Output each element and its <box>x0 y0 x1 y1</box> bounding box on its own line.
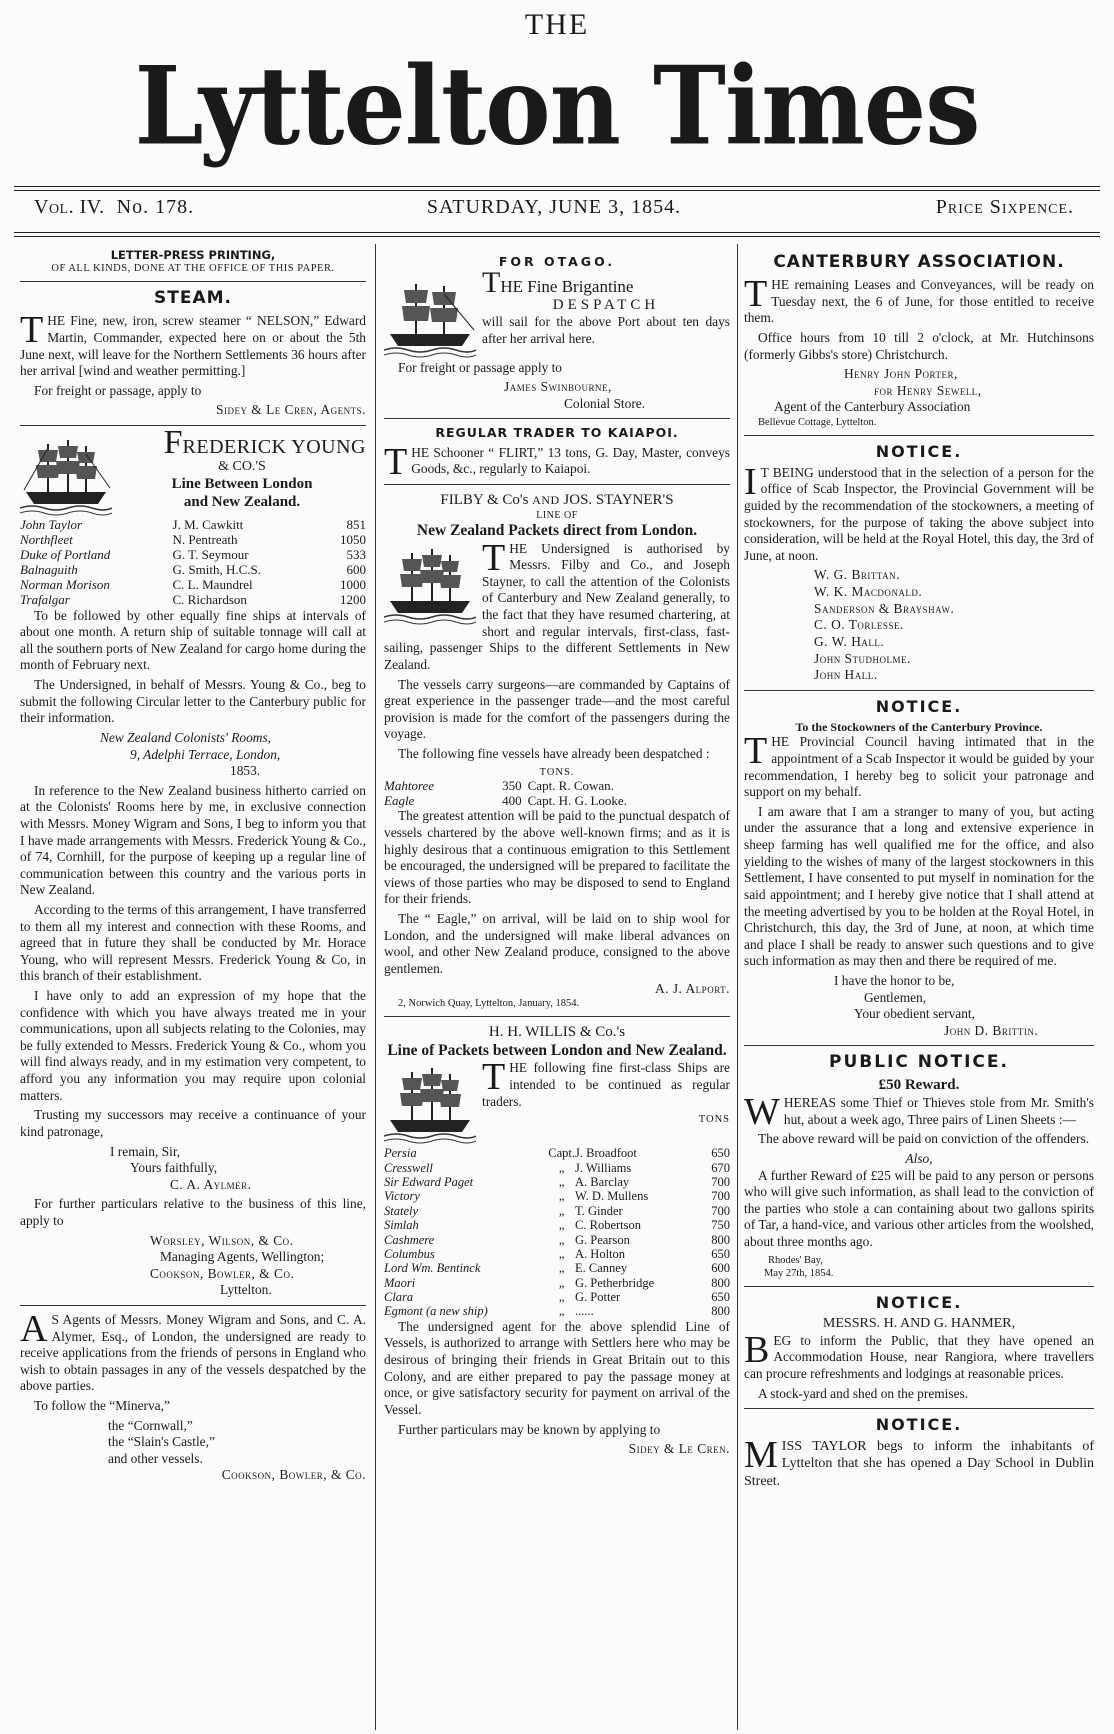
taylor-body: ISS TAYLOR begs to inform the inhabitants of Lyttelton that she has opened a Day School in Dublin Street. <box>744 1439 1094 1489</box>
ship-icon <box>384 543 476 625</box>
hanmer-body: EG to inform the Public, that they have opened an Accommodation House, near Rangiora, where travellers can procure refreshments and lodgings at reasonable prices. <box>744 1332 1094 1381</box>
table-row: Egmont (a new ship) „ ...... 800 <box>384 1304 730 1319</box>
table-row: Cresswell „ J. Williams 670 <box>384 1160 730 1175</box>
notice-heading: NOTICE. <box>875 696 963 716</box>
young-p7: For further particulars relative to the business of this line, apply to <box>20 1196 366 1228</box>
notice-meeting <box>744 442 1094 684</box>
young-p6: Trusting my successors may receive a continuance of your kind patronage, <box>20 1107 366 1139</box>
willis-p2: The undersigned agent for the above splendid Line of Vessels, is authorized to arrange with Settlers here who may be desirous of bringing their friends in Great Britain out to this Colony, and are either prepared to pay the passage money at once, or give satisfactory security for payment on arrival of the Vessel. <box>384 1318 730 1417</box>
drop-cap: A <box>20 1308 48 1350</box>
ship-illustration <box>384 1062 476 1144</box>
masthead-title: Lyttelton Times <box>134 43 980 170</box>
issue-number: No. 178. <box>116 196 195 218</box>
steam-body: HE Fine, new, iron, screw steamer “ NELSON,” Edward Martin, Commander, expected here on or about the 5th June next, will leave for the Northern Settlements 36 hours after her arrival [wind and weather permitting.] <box>20 313 366 379</box>
signatory: C. O. Torlesse. <box>814 617 904 633</box>
willis-title: Line of Packets between London and New Zealand. <box>387 1041 727 1059</box>
filby-p3: The following fine vessels have already been despatched : <box>398 745 710 761</box>
separator <box>20 281 366 282</box>
table-row: Persia Capt. J. Broadfoot 650 <box>384 1146 730 1161</box>
drop-cap: I <box>744 460 757 503</box>
young-p5: I have only to add an expression of my hope that the confidence with which you have always treated me in your communications, upon all subjects relating to the Colonies, may be fully extended to Messrs. Frederick Young & Co., whom you will find always ready, and in my estimation very competent, to afford you any information you may require upon colonial matters. <box>20 988 366 1103</box>
drop-cap: T <box>20 309 44 352</box>
steam-apply: For freight or passage, apply to <box>34 382 202 398</box>
table-row: Duke of Portland G. T. Seymour 533 <box>20 546 366 562</box>
table-row: Balnaguith G. Smith, H.C.S. 600 <box>20 561 366 577</box>
drop-cap: T <box>482 1056 506 1099</box>
separator <box>744 1286 1094 1287</box>
young-line-title1: Line Between London <box>171 476 313 493</box>
wigram-vessel-3: and other vessels. <box>108 1450 203 1466</box>
signatory: G. W. Hall. <box>814 633 885 649</box>
ship-icon <box>384 1062 476 1144</box>
table-row: Cashmere „ G. Pearson 800 <box>384 1232 730 1247</box>
drop-cap: T <box>482 536 506 579</box>
signatory: John Hall. <box>814 667 878 683</box>
filby-vessel-table <box>384 779 730 809</box>
ship-icon <box>20 434 112 516</box>
association-sig-3: Agent of the Canterbury Association <box>774 399 971 415</box>
young-address-2: 9, Adelphi Terrace, London, <box>130 746 281 762</box>
willis-body: HE following fine first-class Ships are intended to be continued as regular traders. <box>482 1060 730 1109</box>
otago-apply: For freight or passage apply to <box>398 359 562 375</box>
association-p2: Office hours from 10 till 2 o'clock, at Mr. Hutchinsons (formerly Gibbs's store) Christchurch. <box>744 329 1094 362</box>
notice2-closing-2: Gentlemen, <box>864 989 927 1005</box>
public-notice-heading: PUBLIC NOTICE. <box>829 1052 1009 1073</box>
signatory: W. G. Brittan. <box>814 567 901 583</box>
notice2-closing-1: I have the honor to be, <box>834 972 955 988</box>
wigram-follow: To follow the “Minerva,” <box>34 1398 170 1414</box>
separator <box>384 418 730 419</box>
signatory: Sanderson & Brayshaw. <box>814 600 955 616</box>
drop-cap: W <box>744 1091 780 1134</box>
young-address-3: 1853. <box>230 763 261 779</box>
wigram-advert <box>20 1308 366 1484</box>
filby-advert <box>384 491 730 1010</box>
separator <box>384 484 730 485</box>
drop-cap: T <box>482 265 501 299</box>
association-sig-2: for Henry Sewell, <box>874 382 982 398</box>
public-date: May 27th, 1854. <box>764 1267 834 1279</box>
wigram-body: S Agents of Messrs. Money Wigram and Sons, and C. A. Alymer, Esq., of London, the undersigned are ready to receive applications from the friends of persons in England who wish to obtain passages in any of the vessels despatched by the above parties. <box>20 1312 366 1394</box>
association-footer: Bellevue Cottage, Lyttelton. <box>758 416 877 428</box>
notice-heading: NOTICE. <box>875 1292 963 1312</box>
drop-cap: T <box>744 730 768 773</box>
hanmer-notice <box>744 1293 1094 1403</box>
table-row: Clara „ G. Potter 650 <box>384 1290 730 1305</box>
drop-cap: M <box>744 1434 778 1477</box>
issue-date: SATURDAY, JUNE 3, 1854. <box>426 196 682 218</box>
table-row: Maori „ G. Petherbridge 800 <box>384 1275 730 1290</box>
masthead-the: THE <box>524 8 590 41</box>
table-row: Stately „ T. Ginder 700 <box>384 1203 730 1218</box>
notice-heading: NOTICE. <box>875 441 963 461</box>
public-p2: The above reward will be paid on conviction of the offenders. <box>758 1131 1090 1147</box>
otago-line1: THE Fine Brigantine <box>482 265 634 299</box>
drop-cap: F <box>163 424 183 461</box>
separator <box>20 425 366 426</box>
ship-illustration <box>384 543 476 625</box>
table-row: Sir Edward Paget „ A. Barclay 700 <box>384 1175 730 1190</box>
willis-ship-table <box>384 1146 730 1319</box>
signatory: John Studholme. <box>814 650 911 666</box>
young-ship-table <box>20 518 366 608</box>
hanmer-firm: MESSRS. H. AND G. HANMER, <box>822 1316 1016 1332</box>
filby-body: HE Undersigned is authorised by Messrs. Filby and Co., and Joseph Stayner, to call the attention of the Colonists of Canterbury and New Zealand generally, to the fact that they have resumed chartering, at short and regular intervals, first-class, fast-sailing, passenger Ships to the different Settlements in New Zealand. <box>384 540 730 672</box>
rule-bottom <box>14 232 1100 233</box>
public-notice-reward: £50 Reward. <box>878 1077 960 1094</box>
hanmer-p2: A stock-yard and shed on the premises. <box>758 1385 969 1401</box>
separator <box>20 1305 366 1306</box>
table-row: Columbus „ A. Holton 650 <box>384 1246 730 1261</box>
separator <box>384 1016 730 1017</box>
table-row: Trafalgar C. Richardson 1200 <box>20 591 366 607</box>
young-address-1: New Zealand Colonists' Rooms, <box>100 729 272 745</box>
association-body: HE remaining Leases and Conveyances, will be ready on Tuesday next, the 6 of June, for those entitled to receive them. <box>744 277 1094 326</box>
table-row: Eagle 400 Capt. H. G. Looke. <box>384 792 627 808</box>
young-agent-3: Cookson, Bowler, & Co. <box>150 1265 295 1281</box>
wigram-vessel-1: the “Cornwall,” <box>108 1417 193 1433</box>
young-closing-1: I remain, Sir, <box>110 1143 181 1159</box>
filby-tons-label: TONS. <box>539 766 575 778</box>
table-row: Simlah „ C. Robertson 750 <box>384 1218 730 1233</box>
kaiapoi-body: HE Schooner “ FLIRT,” 13 tons, G. Day, Master, conveys Goods, &c., regularly to Kaiapoi. <box>411 444 730 477</box>
notice-stockowners <box>744 697 1094 1040</box>
otago-heading: FOR OTAGO. <box>498 254 616 269</box>
public-p3: A further Reward of £25 will be paid to any person or persons who will give such information, as shall lead to the conviction of the parties who stole a can containing about two gallons spirits of Tar, a hand-vice, and various other articles from the woolshed, about three months ago. <box>744 1167 1094 1249</box>
public-also: Also, <box>905 1150 933 1166</box>
public-notice <box>744 1052 1094 1279</box>
otago-signature-2: Colonial Store. <box>564 395 646 411</box>
filby-signature: A. J. Alport. <box>654 980 730 996</box>
young-advert <box>20 424 366 1299</box>
otago-vessel: DESPATCH <box>552 296 660 313</box>
young-firm-line1: REDERICK YOUNG <box>182 436 366 458</box>
separator <box>744 690 1094 691</box>
separator <box>744 435 1094 436</box>
filby-p4: The greatest attention will be paid to the punctual despatch of vessels chartered by the above well-known firms; and as it is highly desirous that a continuous emigration to this Settlement be encouraged, the undersigned will be prepared to facilitate the views of those parties who may be disposed to send to England for their friends. <box>384 808 730 907</box>
kaiapoi-advert <box>384 425 730 483</box>
separator <box>744 1045 1094 1046</box>
young-line-title2: and New Zealand. <box>183 494 301 511</box>
column-3 <box>744 248 1094 1728</box>
notice2-closing-3: Your obedient servant, <box>854 1006 975 1022</box>
willis-advert <box>384 1023 730 1458</box>
rule-top-2 <box>14 190 1100 191</box>
drop-cap: T <box>744 273 768 316</box>
filby-p2: The vessels carry surgeons—are commanded by Captains of great experience in the passenger trade—and the most careful provision is made for the comfort of the passengers during the voyage. <box>384 676 730 742</box>
separator <box>744 1408 1094 1409</box>
filby-p5: The “ Eagle,” on arrival, will be laid on to ship wool for London, and the undersigned will make liberal advances on wool, and other New Zealand produce, consigned to the above gentlemen. <box>384 911 730 976</box>
willis-signature: Sidey & Le Cren. <box>628 1441 730 1457</box>
young-p4: According to the terms of this arrangement, I have transferred to them all my interest and connection with these Rooms, and agreed that in future they shall be conducted by Mr. Horace Young, who will represent Messrs. Frederick Young & Co, in this branch of their establishment. <box>20 901 366 984</box>
notice2-p2: I am aware that I am a stranger to many of you, but acting under the assurance that a long and extensive experience in sheep farming has well qualified me for the office, and also yielding to the wishes of many of the largest stockowners in this Settlement, I have consented to put myself in nomination for the said appointment; and I hereby give notice that I shall attend at the meeting advertised by you to be holden at the Royal Hotel, in Christchurch, this day, the 3rd of June, at noon, at which time and place I shall be ready to answer such questions and to give such information as may then and there be required of me. <box>744 803 1094 969</box>
printing-heading: LETTER-PRESS PRINTING, <box>110 248 276 262</box>
wigram-signature: Cookson, Bowler, & Co. <box>221 1467 366 1483</box>
column-divider-2 <box>737 244 738 1730</box>
filby-line-of: LINE OF <box>536 509 578 521</box>
young-closing-3: C. A. Aylmer. <box>170 1176 252 1192</box>
table-row: Mahtoree 350 Capt. R. Cowan. <box>384 777 614 793</box>
notice2-sub: To the Stockowners of the Canterbury Province. <box>795 719 1043 734</box>
young-p1: To be followed by other equally fine ships at intervals of about one month. A return ship of suitable tonnage will call at all the southern ports of New Zealand for cargo home during the month of February next. <box>20 607 366 673</box>
young-agent-1: Worsley, Wilson, & Co. <box>150 1232 294 1248</box>
kaiapoi-heading: REGULAR TRADER TO KAIAPOI. <box>435 425 679 441</box>
table-row: Northfleet N. Pentreath 1050 <box>20 531 366 547</box>
association-advert <box>744 252 1094 429</box>
filby-title: New Zealand Packets direct from London. <box>416 522 698 540</box>
steam-signature: Sidey & Le Cren, Agents. <box>216 402 366 418</box>
otago-advert <box>384 254 730 412</box>
drop-cap: B <box>744 1328 770 1371</box>
ship-icon <box>384 276 476 358</box>
steam-heading: STEAM. <box>154 288 232 309</box>
young-p2: The Undersigned, in behalf of Messrs. Young & Co., beg to submit the following Circular letter to the Canterbury public for their information. <box>20 677 366 726</box>
notice2-signature: John D. Brittin. <box>944 1022 1039 1038</box>
young-agent-2: Managing Agents, Wellington; <box>160 1249 325 1265</box>
table-row: Norman Morison C. L. Maundrel 1000 <box>20 576 366 592</box>
column-1 <box>20 248 366 1728</box>
notice2-body: HE Provincial Council having intimated that in the appointment of a Scab Inspector it would be guided by your recommendation, I hereby beg to solicit your patronage and support on my behalf. <box>744 734 1094 800</box>
notice-heading: NOTICE. <box>875 1415 963 1435</box>
dateline <box>34 196 1074 226</box>
young-closing-2: Yours faithfully, <box>130 1160 218 1176</box>
taylor-notice <box>744 1415 1094 1490</box>
drop-cap: T <box>384 440 408 483</box>
column-2 <box>384 248 730 1728</box>
young-p3: In reference to the New Zealand business hitherto carried on at the Colonists' Rooms here by me, in exclusive connection with Messrs. Money Wigram and Sons, I beg to inform you that I have made arrangements with Messrs. Frederick Young & Co., of 74, Cornhill, for the purpose of keeping up a regular line of communication between this country and the various ports in New Zealand. <box>20 782 366 898</box>
public-body: HEREAS some Thief or Thieves stole from Mr. Smith's hut, about a week ago, Three pairs of Linen Sheets :— <box>783 1095 1094 1127</box>
willis-p3: Further particulars may be known by applying to <box>398 1421 661 1437</box>
willis-heading: H. H. WILLIS & Co.'s <box>488 1024 626 1041</box>
ship-illustration <box>20 434 112 516</box>
filby-heading: FILBY & Co's AND JOS. STAYNER'S <box>440 492 674 509</box>
rule-bottom-2 <box>14 236 1100 237</box>
table-row: John Taylor J. M. Cawkitt 851 <box>20 517 366 532</box>
young-agent-4: Lyttelton. <box>220 1282 272 1298</box>
table-row: Lord Wm. Bentinck „ E. Canney 600 <box>384 1261 730 1276</box>
wigram-vessel-2: the “Slain's Castle,” <box>108 1434 215 1450</box>
otago-body: will sail for the above Port about ten days after her arrival here. <box>482 314 730 346</box>
price: Price Sixpence. <box>935 196 1074 218</box>
notice1-body: T BEING understood that in the selection of a person for the office of Scab Inspector, the Provincial Government will be guided by the recommendation of the stockowners, a meeting of stockowners, for the purpose of taking the above subject into consideration, will be held at the Royal Hotel, this day, the 3rd of June, at noon. <box>744 464 1094 563</box>
association-sig-1: Henry John Porter, <box>844 366 958 382</box>
signatory: W. K. Macdonald. <box>814 584 923 600</box>
ship-illustration <box>384 276 476 358</box>
rule-top <box>14 186 1100 187</box>
association-heading: CANTERBURY ASSOCIATION. <box>773 252 1065 272</box>
public-place: Rhodes' Bay, <box>768 1254 823 1266</box>
printing-sub: OF ALL KINDS, DONE AT THE OFFICE OF THIS PAPER. <box>51 263 335 275</box>
otago-signature-1: James Swinbourne, <box>504 379 612 395</box>
column-divider-1 <box>375 244 376 1730</box>
filby-footer: 2, Norwich Quay, Lyttelton, January, 1854. <box>398 998 580 1010</box>
young-firm-line2: & CO.'S <box>218 459 266 474</box>
table-row: Victory „ W. D. Mullens 700 <box>384 1189 730 1204</box>
volume: Vol. IV. <box>34 196 105 218</box>
steam-advert <box>20 288 366 419</box>
willis-tons-label: TONS <box>698 1114 730 1126</box>
